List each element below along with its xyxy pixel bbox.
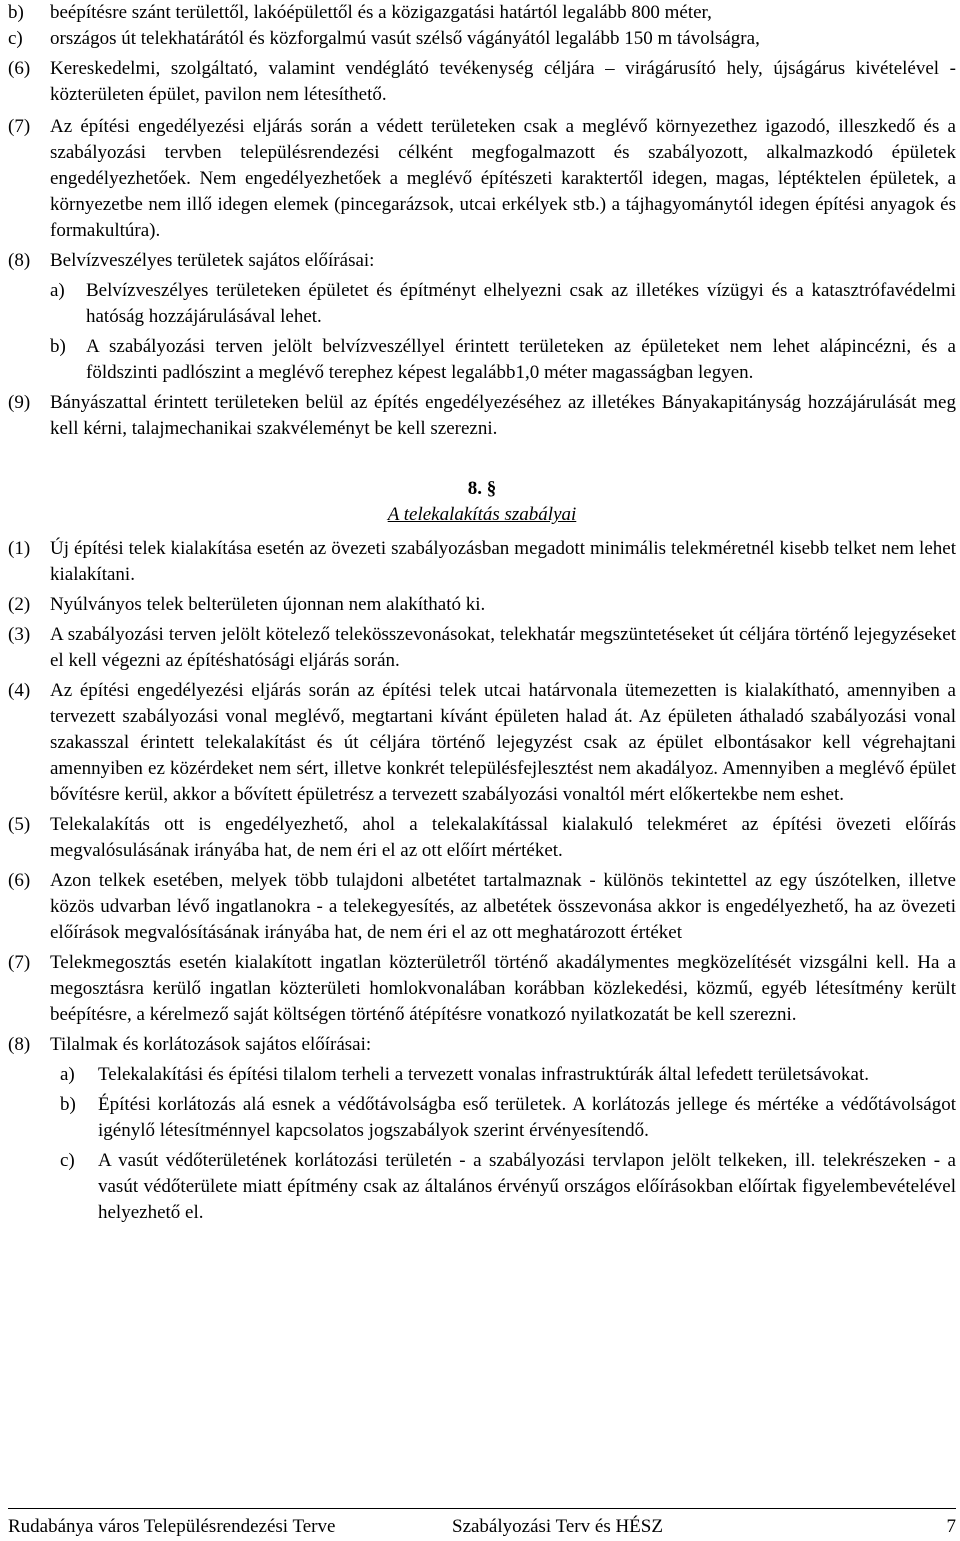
paragraph-text: Telekmegosztás esetén kialakított ingatlan közterületről történő akadálymentes megközelítését vizsgálni kell. Ha a megosztásra kerülő ingatlan közterületi homlokvonalában korábban közlekedési, közmű, egyéb létesítmény került beépítésre, a kérelmező saját költségen történő átépítésre vonatkozó nyilatkozatát be kell szerezni. — [50, 952, 956, 1025]
paragraph-number: (8) — [8, 1034, 31, 1055]
paragraph-number: (7) — [8, 952, 31, 973]
paragraph-text: Tilalmak és korlátozások sajátos előírásai: — [50, 1034, 372, 1055]
footer-section-title: Szabályozási Terv és HÉSZ — [452, 1516, 663, 1537]
paragraph-text: A szabályozási terven jelölt kötelező telekösszevonásokat, telekhatár megszüntetéseket út céljára történő lejegyzéseket el kell végezni az építéshatósági eljárás során. — [50, 624, 956, 671]
list-item — [8, 1092, 956, 1144]
paragraph-text: Belvízveszélyes területek sajátos előírásai: — [50, 250, 375, 271]
list-item — [8, 1148, 956, 1226]
paragraph-text: Bányászattal érintett területeken belül az építés engedélyezéséhez az illetékes Bányakapitányság hozzájárulását meg kell kérni, talajmechanikai szakvéleményt be kell szerezni. — [50, 392, 956, 439]
footer-divider — [8, 1508, 956, 1509]
item-label: b) — [8, 2, 24, 23]
section-number: 8. § — [467, 478, 497, 499]
list-item — [8, 278, 956, 330]
paragraph-7 — [8, 114, 956, 244]
paragraph-3 — [8, 622, 956, 674]
paragraph-5 — [8, 812, 956, 864]
item-label: c) — [60, 1150, 75, 1171]
item-text: A vasút védőterületének korlátozási területén - a szabályozási tervlapon jelölt telkeken, ill. telekrészeken - a vasút védőterülete miatt építmény csak az általános érvényű országos előírásokban előírtak figyelembevételével helyezhető el. — [98, 1150, 956, 1223]
paragraph-4 — [8, 678, 956, 808]
paragraph-text: Telekalakítás ott is engedélyezhető, ahol a telekalakítással kialakuló telekméret az építési övezeti előírás megvalósulásának irányába hat, de nem éri el az ott előírt mértéket. — [50, 814, 956, 861]
paragraph-number: (6) — [8, 870, 31, 891]
paragraph-number: (1) — [8, 538, 31, 559]
paragraph-text: Az építési engedélyezési eljárás során az építési telek utcai határvonala ütemezetten is kialakítható, amennyiben a tervezett szabályozási vonal meglévő, megtartani kívánt épületen halad át. Az épületen áthaladó szabályozási vonal szakasszal érintett telekalakítást és út céljára történő lejegyzést csak az épület elbontásakor kell végrehajtani amennyiben ez közérdeket nem sért, illetve konkrét településfejlesztést nem akadályoz. Amennyiben a meglévő épület bővítésre kerül, akkor a bővített épületrész a tervezett szabályozási vonaltól mért előkertekbe nem eshet. — [50, 680, 956, 805]
list-item — [8, 0, 956, 26]
section-title: A telekalakítás szabályai — [387, 504, 577, 525]
item-label: a) — [60, 1064, 75, 1085]
item-text: Telekalakítási és építési tilalom terheli a tervezett vonalas infrastruktúrák által lefedett területsávokat. — [98, 1064, 870, 1085]
paragraph-number: (8) — [8, 250, 31, 271]
footer-document-title: Rudabánya város Településrendezési Terve — [8, 1516, 336, 1537]
item-label: b) — [50, 336, 66, 357]
item-label: b) — [60, 1094, 76, 1115]
paragraph-8 — [8, 248, 956, 274]
paragraph-text: Azon telkek esetében, melyek több tulajdoni albetétet tartalmaznak - különös tekintettel az egy úszótelken, illetve közös udvarban lévő ingatlanokra - a telekegyesítés, az albetétek összevonása akkor is engedélyezhető, ha az övezeti előírások megvalósításának irányába hat, de nem éri el az ott meghatározott értéket — [50, 870, 956, 943]
page-number: 7 — [946, 1516, 956, 1537]
list-item — [8, 26, 956, 52]
paragraph-6 — [8, 56, 956, 108]
paragraph-text: Az építési engedélyezési eljárás során a védett területeken csak a meglévő környezethez igazodó, illeszkedő és a szabályozási tervben településrendezési célként megfogalmazott és szabályozott, alkalmazkodó épületek engedélyezhetőek. Nem engedélyezhetőek a meglévő építészeti karaktertől idegen, magas, léptéktelen épületek, a környezetbe nem illő idegen elemek (pincegarázsok, utcai erkélyek stb.) a tájhagyománytól idegen építési anyagok és formakultúra). — [50, 116, 956, 241]
paragraph-7b — [8, 950, 956, 1028]
list-item — [8, 334, 956, 386]
paragraph-number: (2) — [8, 594, 31, 615]
paragraph-1 — [8, 536, 956, 588]
item-text: Építési korlátozás alá esnek a védőtávolságba eső területek. A korlátozás jellege és mértéke a védőtávolságot igénylő létesítménnyel kapcsolatos jogszabályok szerint érvényesítendő. — [98, 1094, 956, 1141]
paragraph-number: (5) — [8, 814, 31, 835]
paragraph-2 — [8, 592, 956, 618]
paragraph-number: (6) — [8, 58, 31, 79]
item-text: beépítésre szánt területtől, lakóépülettől és a közigazgatási határtól legalább 800 méter, — [50, 2, 712, 23]
item-text: A szabályozási terven jelölt belvízveszéllyel érintett területeken az épületeket nem lehet alápincézni, és a földszinti padlószint a meglévő terephez képest legalább1,0 méter magasságban legyen. — [86, 336, 956, 383]
item-label: a) — [50, 280, 65, 301]
paragraph-number: (4) — [8, 680, 31, 701]
paragraph-number: (7) — [8, 116, 31, 137]
paragraph-text: Új építési telek kialakítása esetén az övezeti szabályozásban megadott minimális telekméretnél kisebb telket nem lehet kialakítani. — [50, 538, 956, 585]
paragraph-number: (3) — [8, 624, 31, 645]
paragraph-text: Kereskedelmi, szolgáltató, valamint vendéglátó tevékenység céljára – virágárusító hely, újságárus kivételével - közterületen épület, pavilon nem létesíthető. — [50, 58, 956, 105]
item-text: országos út telekhatárától és közforgalmú vasút szélső vágányától legalább 150 m távolságra, — [50, 28, 760, 49]
item-text: Belvízveszélyes területeken épületet és építményt elhelyezni csak az illetékes vízügyi és a katasztrófavédelmi hatóság hozzájárulásával lehet. — [86, 280, 956, 327]
item-label: c) — [8, 28, 23, 49]
paragraph-text: Nyúlványos telek belterületen újonnan nem alakítható ki. — [50, 594, 486, 615]
paragraph-8b — [8, 1032, 956, 1058]
paragraph-9 — [8, 390, 956, 442]
document-body — [8, 0, 956, 1226]
list-item — [8, 1062, 956, 1088]
paragraph-number: (9) — [8, 392, 31, 413]
paragraph-6b — [8, 868, 956, 946]
